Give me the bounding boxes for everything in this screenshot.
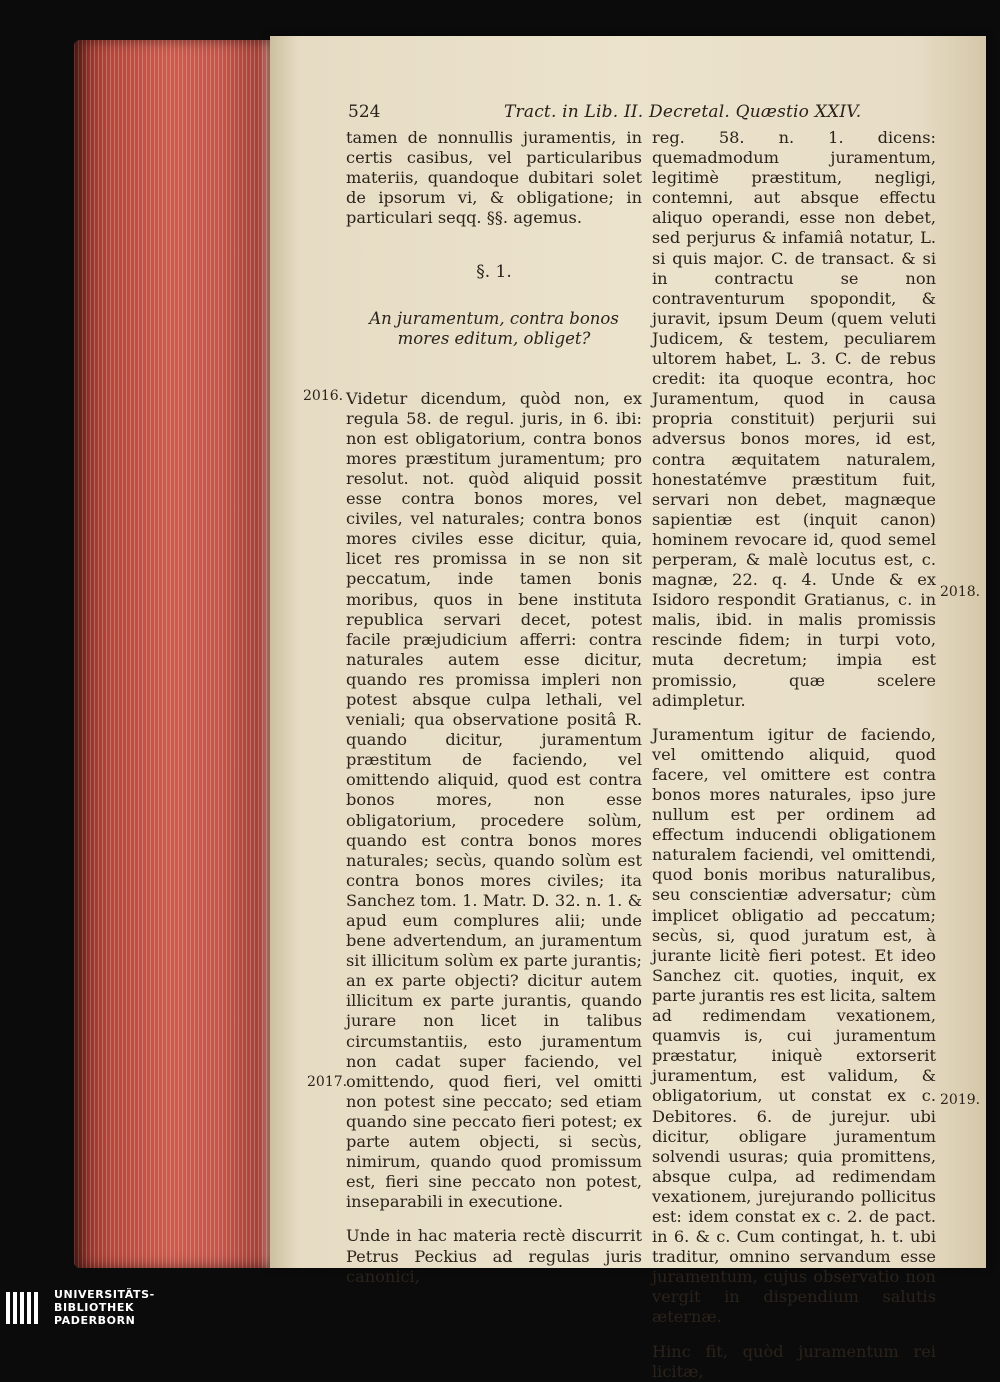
paragraph-2019: Hinc fit, quòd juramentum rei licitæ, bbox=[652, 1341, 936, 1381]
intro-paragraph: tamen de nonnullis juramentis, in certis casibus, vel particularibus materiis, quandoque dubitari solet de ipsorum vi, & obligatione; in particulari seqq. §§. agemus. bbox=[346, 128, 642, 228]
library-logo-icon bbox=[4, 1288, 44, 1328]
paragraph-2018: Juramentum igitur de faciendo, vel omittendo aliquid, quod facere, vel omittere est contra bonos mores naturales, ipso jure nullum est per ordinem ad effectum inducendi obligationem naturalem faciendi, vel omittendi, quod bonis moribus naturalibus, seu conscientiæ adversatur; cùm implicet obligatio ad peccatum; secùs, si, quod juratum est, à jurante licitè fieri potest. Et ideo Sanchez cit. quoties, inquit, ex parte jurantis res est licita, saltem ad redimendam vexationem, quamvis is, cui juramentum præstatur, iniquè extorserit juramentum, est validum, & obligatorium, ut constat ex c. Debitores. 6. de jurejur. ubi dicitur, obligare juramentum solvendi usuras; quia promittens, absque culpa, ad redimendam vexationem, jurejurando pollicitus est: idem constat ex c. 2. de pact. in 6. & c. Cum contingat, h. t. ubi traditur, omnino servandum esse juramentum, cujus observatio non vergit in dispendium salutis æternæ. bbox=[652, 724, 936, 1327]
paragraph-2016: Videtur dicendum, quòd non, ex regula 58. de regul. juris, in 6. ibi: non est obligatorium, contra bonos mores præstitum juramentum; pro resolut. not. quòd aliquid possit esse contra bonos mores, vel civiles, vel naturales; contra bonos mores civiles esse dicitur, quia, licet res promissa in se non sit peccatum, inde tamen bonis moribus, quos in bene instituta republica servari decet, potest facile præjudicium afferri: contra naturales autem esse dicitur, quando res promissa impleri non potest absque culpa lethali, vel veniali; qua observatione positâ R. quando dicitur, juramentum præstitum de faciendo, vel omittendo aliquid, quod est contra bonos mores, non esse obligatorium, procedere solùm, quando est contra bonos mores naturales; secùs, quando solùm est contra bonos mores civiles; ita Sanchez tom. 1. Matr. D. 32. n. 1. & apud eum complures alii; unde bene advertendum, an juramentum sit illicitum solùm ex parte jurantis; an ex parte objecti? dicitur autem illicitum ex parte jurantis, quando jurare non licet in talibus circumstantiis, esto juramentum non cadat super faciendo, vel omittendo, quod fieri, vel omitti non potest sine peccato; sed etiam quando sine peccato fieri potest; ex parte autem objecti, si secùs, nimirum, quando quod promissum est, fieri sine peccato non potest, inseparabili in executione. bbox=[346, 388, 642, 1212]
paragraph-continued: reg. 58. n. 1. dicens: quemadmodum juramentum, legitimè præstitum, negligi, contemni, aut absque effectu aliquo operandi, esse non debet, sed perjurus & infamiâ notatur, L. si quis major. C. de transact. & si in contractu se non contraventurum spopondit, & juravit, ipsum Deum (quem veluti Judicem, & testem, peculiarem ultorem habet, L. 3. C. de rebus credit: ita quoque econtra, hoc Juramentum, quod in causa propria constituit) perjurii sui adversus bonos mores, id est, contra æquitatem naturalem, honestatémve præstitum fuit, servari non debet, magnæque sapientiæ est (inquit canon) hominem revocare id, quod semel perperam, & malè locutus est, c. magnæ, 22. q. 4. Unde & ex Isidoro respondit Gratianus, c. in malis, ibid. in malis promissis rescinde fidem; in turpi voto, muta decretum; impia est promissio, quæ scelere adimpletur. bbox=[652, 128, 936, 710]
running-title: Tract. in Lib. II. Decretal. Quæstio XXIV. bbox=[504, 102, 862, 122]
paragraph-2017: Unde in hac materia rectè discurrit Petrus Peckius ad regulas juris canonici, bbox=[346, 1226, 642, 1286]
question-heading: An juramentum, contra bonos mores editum, obliget? bbox=[369, 308, 619, 348]
page-number: 524 bbox=[348, 102, 381, 122]
left-column bbox=[346, 128, 642, 1287]
section-mark: §. 1. bbox=[476, 262, 512, 283]
library-line-1: UNIVERSITÄTS- bbox=[54, 1288, 155, 1301]
library-name bbox=[54, 1288, 155, 1327]
library-line-3: PADERBORN bbox=[54, 1314, 136, 1327]
right-column bbox=[652, 128, 936, 1382]
margin-number-2016: 2016. bbox=[303, 388, 344, 404]
margin-number-2018: 2018. bbox=[940, 584, 981, 600]
margin-number-2019: 2019. bbox=[940, 1092, 981, 1108]
margin-number-2017: 2017. bbox=[307, 1074, 348, 1090]
library-line-2: BIBLIOTHEK bbox=[54, 1301, 135, 1314]
book-page-edges bbox=[74, 40, 284, 1268]
